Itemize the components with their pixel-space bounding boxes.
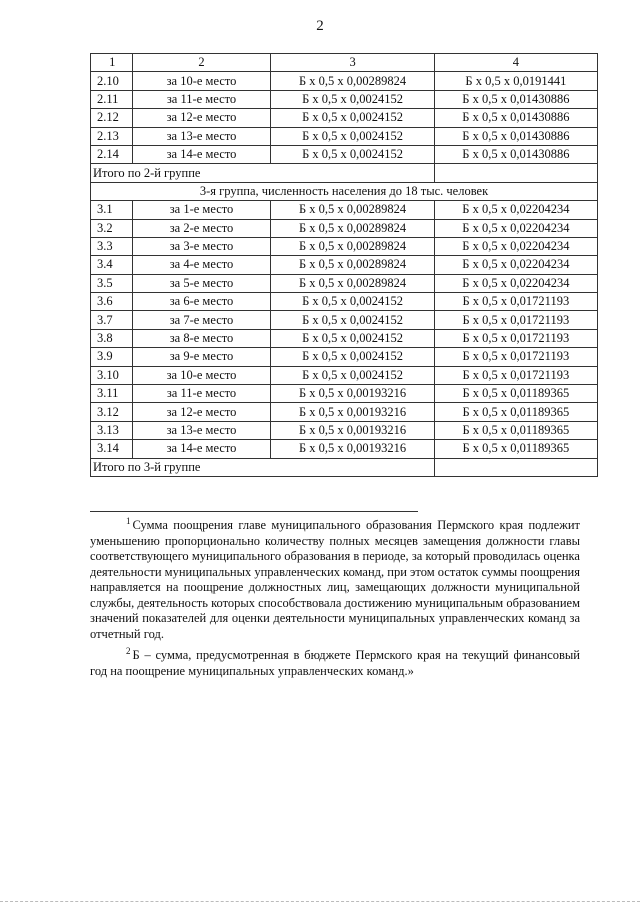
row-number: 3.2 — [91, 219, 133, 237]
formula-cell: Б х 0,5 х 0,01430886 — [434, 127, 597, 145]
place-cell: за 12-е место — [132, 403, 271, 421]
formula-cell: Б х 0,5 х 0,02204234 — [434, 274, 597, 292]
formula-cell: Б х 0,5 х 0,01721193 — [434, 348, 597, 366]
place-cell: за 5-е место — [132, 274, 271, 292]
formula-cell: Б х 0,5 х 0,02204234 — [434, 219, 597, 237]
footnote-mark: 1 — [126, 516, 131, 526]
place-cell: за 4-е место — [132, 256, 271, 274]
place-cell: за 14-е место — [132, 440, 271, 458]
formula-cell: Б х 0,5 х 0,01430886 — [434, 90, 597, 108]
formula-cell: Б х 0,5 х 0,00193216 — [271, 440, 434, 458]
table-row — [91, 440, 598, 458]
table-row — [91, 219, 598, 237]
footnote-1 — [90, 514, 580, 642]
table-row — [91, 201, 598, 219]
row-number: 3.5 — [91, 274, 133, 292]
formula-cell: Б х 0,5 х 0,0024152 — [271, 311, 434, 329]
formula-cell: Б х 0,5 х 0,01721193 — [434, 329, 597, 347]
formula-cell: Б х 0,5 х 0,00289824 — [271, 219, 434, 237]
table-body — [91, 54, 598, 477]
formula-cell: Б х 0,5 х 0,0024152 — [271, 293, 434, 311]
table-row — [91, 274, 598, 292]
place-cell: за 10-е место — [132, 72, 271, 90]
formula-cell: Б х 0,5 х 0,01721193 — [434, 366, 597, 384]
row-number: 3.13 — [91, 421, 133, 439]
formula-cell: Б х 0,5 х 0,01189365 — [434, 440, 597, 458]
row-number: 3.10 — [91, 366, 133, 384]
row-number: 3.3 — [91, 237, 133, 255]
formula-cell: Б х 0,5 х 0,02204234 — [434, 237, 597, 255]
formula-cell: Б х 0,5 х 0,02204234 — [434, 201, 597, 219]
table-row — [91, 329, 598, 347]
place-cell: за 10-е место — [132, 366, 271, 384]
table-row — [91, 366, 598, 384]
table-row — [91, 293, 598, 311]
table-row — [91, 145, 598, 163]
place-cell: за 9-е место — [132, 348, 271, 366]
table-row — [91, 237, 598, 255]
formula-cell: Б х 0,5 х 0,00289824 — [271, 256, 434, 274]
place-cell: за 2-е место — [132, 219, 271, 237]
header-col-1: 1 — [91, 54, 133, 72]
formula-cell: Б х 0,5 х 0,0024152 — [271, 145, 434, 163]
footnote-divider — [90, 511, 418, 512]
place-cell: за 13-е место — [132, 127, 271, 145]
formula-cell: Б х 0,5 х 0,0024152 — [271, 348, 434, 366]
row-number: 3.14 — [91, 440, 133, 458]
formula-cell: Б х 0,5 х 0,01721193 — [434, 311, 597, 329]
formula-cell: Б х 0,5 х 0,0024152 — [271, 109, 434, 127]
header-col-3: 3 — [271, 54, 434, 72]
formula-cell: Б х 0,5 х 0,00289824 — [271, 201, 434, 219]
table-row — [91, 311, 598, 329]
place-cell: за 6-е место — [132, 293, 271, 311]
place-cell: за 11-е место — [132, 385, 271, 403]
total-label: Итого по 3-й группе — [91, 458, 435, 476]
footnote-mark: 2 — [126, 646, 131, 656]
table-row — [91, 403, 598, 421]
row-number: 2.11 — [91, 90, 133, 108]
row-number: 2.14 — [91, 145, 133, 163]
header-col-2: 2 — [132, 54, 271, 72]
place-cell: за 3-е место — [132, 237, 271, 255]
total-value-cell — [434, 458, 597, 476]
place-cell: за 13-е место — [132, 421, 271, 439]
table-row — [91, 348, 598, 366]
row-number: 2.10 — [91, 72, 133, 90]
row-number: 3.4 — [91, 256, 133, 274]
row-number: 2.13 — [91, 127, 133, 145]
table-row — [91, 385, 598, 403]
bonus-table — [90, 53, 598, 477]
formula-cell: Б х 0,5 х 0,01189365 — [434, 385, 597, 403]
row-number: 3.8 — [91, 329, 133, 347]
formula-cell: Б х 0,5 х 0,0024152 — [271, 90, 434, 108]
total-label: Итого по 2-й группе — [91, 164, 435, 182]
place-cell: за 11-е место — [132, 90, 271, 108]
formula-cell: Б х 0,5 х 0,00289824 — [271, 237, 434, 255]
place-cell: за 7-е место — [132, 311, 271, 329]
table-row — [91, 90, 598, 108]
formula-cell: Б х 0,5 х 0,0024152 — [271, 127, 434, 145]
formula-cell: Б х 0,5 х 0,00193216 — [271, 421, 434, 439]
formula-cell: Б х 0,5 х 0,01430886 — [434, 145, 597, 163]
formula-cell: Б х 0,5 х 0,01189365 — [434, 421, 597, 439]
formula-cell: Б х 0,5 х 0,00193216 — [271, 403, 434, 421]
row-number: 3.7 — [91, 311, 133, 329]
total-row-group-3 — [91, 458, 598, 476]
formula-cell: Б х 0,5 х 0,01721193 — [434, 293, 597, 311]
table-row — [91, 127, 598, 145]
group-3-title: 3-я группа, численность населения до 18 тыс. человек — [91, 182, 598, 200]
formula-cell: Б х 0,5 х 0,0191441 — [434, 72, 597, 90]
header-col-4: 4 — [434, 54, 597, 72]
row-number: 3.11 — [91, 385, 133, 403]
footnotes — [90, 514, 580, 681]
table-row — [91, 421, 598, 439]
row-number: 2.12 — [91, 109, 133, 127]
total-row-group-2 — [91, 164, 598, 182]
footnote-text: Б – сумма, предусмотренная в бюджете Пермского края на текущий финансовый год на поощрение муниципальных управленческих команд.» — [90, 648, 580, 678]
formula-cell: Б х 0,5 х 0,01189365 — [434, 403, 597, 421]
formula-cell: Б х 0,5 х 0,00289824 — [271, 274, 434, 292]
formula-cell: Б х 0,5 х 0,00193216 — [271, 385, 434, 403]
formula-cell: Б х 0,5 х 0,02204234 — [434, 256, 597, 274]
place-cell: за 8-е место — [132, 329, 271, 347]
place-cell: за 14-е место — [132, 145, 271, 163]
formula-cell: Б х 0,5 х 0,01430886 — [434, 109, 597, 127]
table-row — [91, 109, 598, 127]
total-value-cell — [434, 164, 597, 182]
row-number: 3.1 — [91, 201, 133, 219]
page-number: 2 — [316, 18, 324, 34]
group-3-header-row — [91, 182, 598, 200]
row-number: 3.12 — [91, 403, 133, 421]
table-header-row — [91, 54, 598, 72]
scan-edge-divider — [0, 901, 640, 902]
row-number: 3.9 — [91, 348, 133, 366]
formula-cell: Б х 0,5 х 0,0024152 — [271, 329, 434, 347]
place-cell: за 1-е место — [132, 201, 271, 219]
footnote-text: Сумма поощрения главе муниципального образования Пермского края подлежит уменьшению пропорционально количеству полных месяцев замещения должности главы соответствующего муниципального образования в периоде, за который проводилась оценка деятельности муниципальных управленческих команд, при этом остаток суммы поощрения направляется на поощрение должностных лиц, замещающих должности муниципальной службы, деятельность которых способствовала достижению муниципальным образованием значений показателей для оценки деятельности муниципальных управленческих команд за отчетный год. — [90, 518, 580, 641]
table-row — [91, 72, 598, 90]
place-cell: за 12-е место — [132, 109, 271, 127]
row-number: 3.6 — [91, 293, 133, 311]
footnote-2 — [90, 644, 580, 679]
formula-cell: Б х 0,5 х 0,0024152 — [271, 366, 434, 384]
formula-cell: Б х 0,5 х 0,00289824 — [271, 72, 434, 90]
table-row — [91, 256, 598, 274]
